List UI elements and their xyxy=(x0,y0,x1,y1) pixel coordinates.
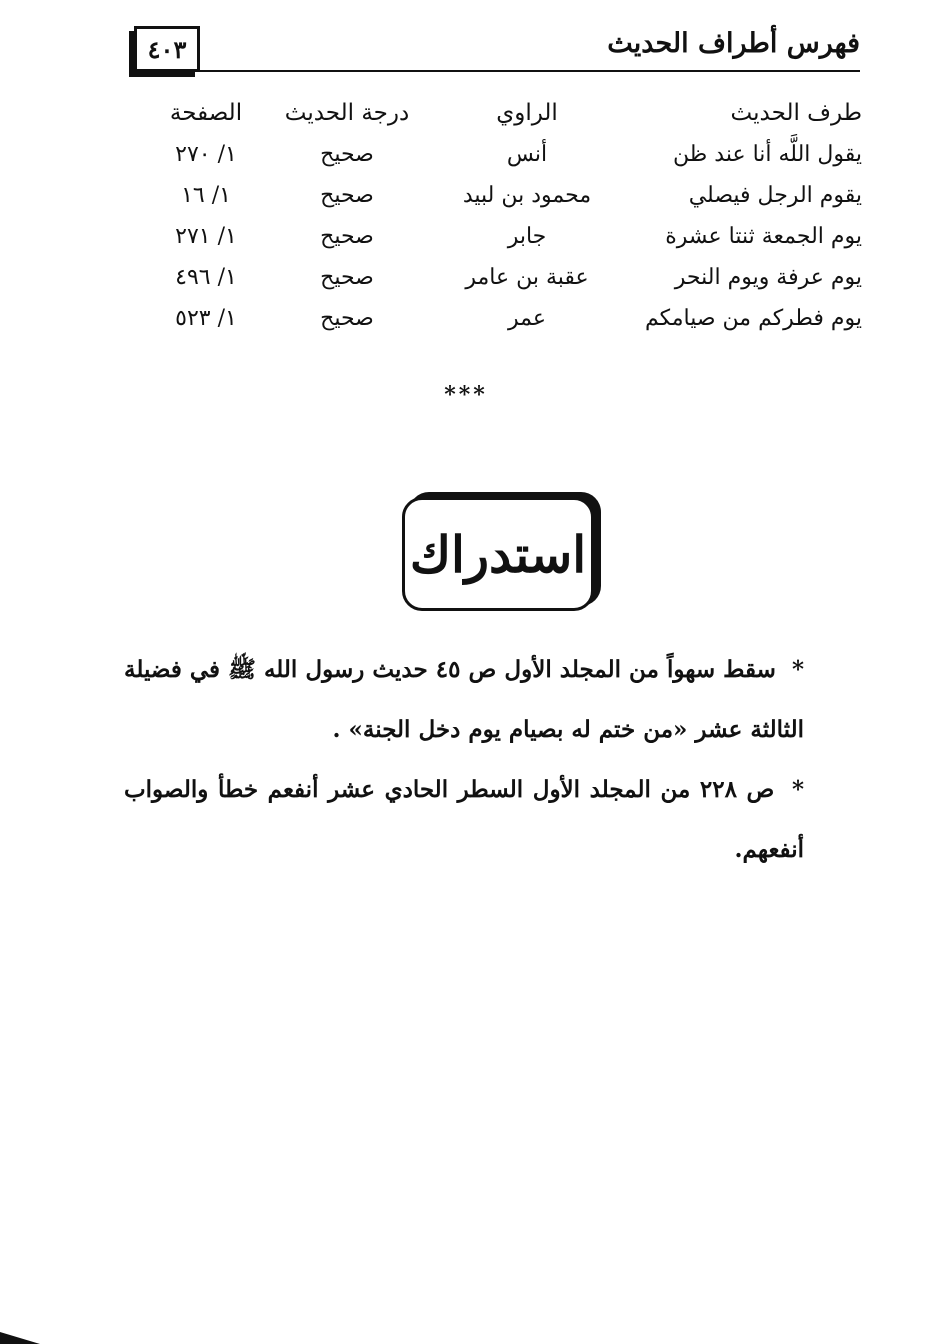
page-cell: ١/ ١٦ xyxy=(181,183,231,208)
correction-note-2 xyxy=(124,760,804,880)
correction-note-1 xyxy=(124,640,804,760)
table-header-row xyxy=(140,92,862,134)
table-row xyxy=(140,298,862,339)
table-row xyxy=(140,257,862,298)
running-header-title: فهرس أطراف الحديث xyxy=(607,28,860,59)
column-header-grade: درجة الحديث xyxy=(284,100,410,126)
grade-cell: صحيح xyxy=(320,306,374,331)
narrator-cell: أنس xyxy=(506,142,548,167)
scan-corner-mark xyxy=(0,1332,40,1344)
page-cell: ١/ ٢٧١ xyxy=(175,224,237,249)
table-row xyxy=(140,216,862,257)
hadith-cell: يقول اللَّه أنا عند ظن xyxy=(673,142,862,167)
column-header-hadith: طرف الحديث xyxy=(730,100,862,126)
istidrak-frame xyxy=(402,497,594,611)
grade-cell: صحيح xyxy=(320,183,374,208)
table-row xyxy=(140,134,862,175)
note-text: سقط سهواً من المجلد الأول ص ٤٥ حديث رسول الله ﷺ في فضيلة الثالثة عشر «من ختم له بصيام يوم دخل الجنة» . xyxy=(124,656,804,743)
page-cell: ١/ ٥٢٣ xyxy=(175,306,237,331)
grade-cell: صحيح xyxy=(320,224,374,249)
column-header-page: الصفحة xyxy=(169,100,243,126)
narrator-cell: جابر xyxy=(507,224,547,249)
grade-cell: صحيح xyxy=(320,265,374,290)
table-row xyxy=(140,175,862,216)
hadith-cell: يوم الجمعة ثنتا عشرة xyxy=(665,224,862,249)
page-number: ٤٠٣ xyxy=(134,26,200,72)
hadith-cell: يوم فطركم من صيامكم xyxy=(644,306,862,331)
header-divider xyxy=(134,70,860,72)
page-cell: ١/ ٤٩٦ xyxy=(175,265,237,290)
note-bullet: * xyxy=(791,776,804,803)
hadith-cell: يوم عرفة ويوم النحر xyxy=(674,265,862,290)
narrator-cell: محمود بن لبيد xyxy=(462,183,592,208)
section-separator: *** xyxy=(444,382,488,408)
narrator-cell: عمر xyxy=(508,306,546,331)
grade-cell: صحيح xyxy=(320,142,374,167)
narrator-cell: عقبة بن عامر xyxy=(465,265,589,290)
istidrak-heading: استدراك xyxy=(409,524,587,584)
hadith-cell: يقوم الرجل فيصلي xyxy=(688,183,862,208)
note-bullet: * xyxy=(791,656,804,683)
page-cell: ١/ ٢٧٠ xyxy=(175,142,237,167)
note-text: ص ٢٢٨ من المجلد الأول السطر الحادي عشر أنفعم خطأ والصواب أنفعهم. xyxy=(124,776,804,863)
hadith-index-table xyxy=(140,92,862,339)
column-header-narrator: الراوي xyxy=(496,100,558,126)
